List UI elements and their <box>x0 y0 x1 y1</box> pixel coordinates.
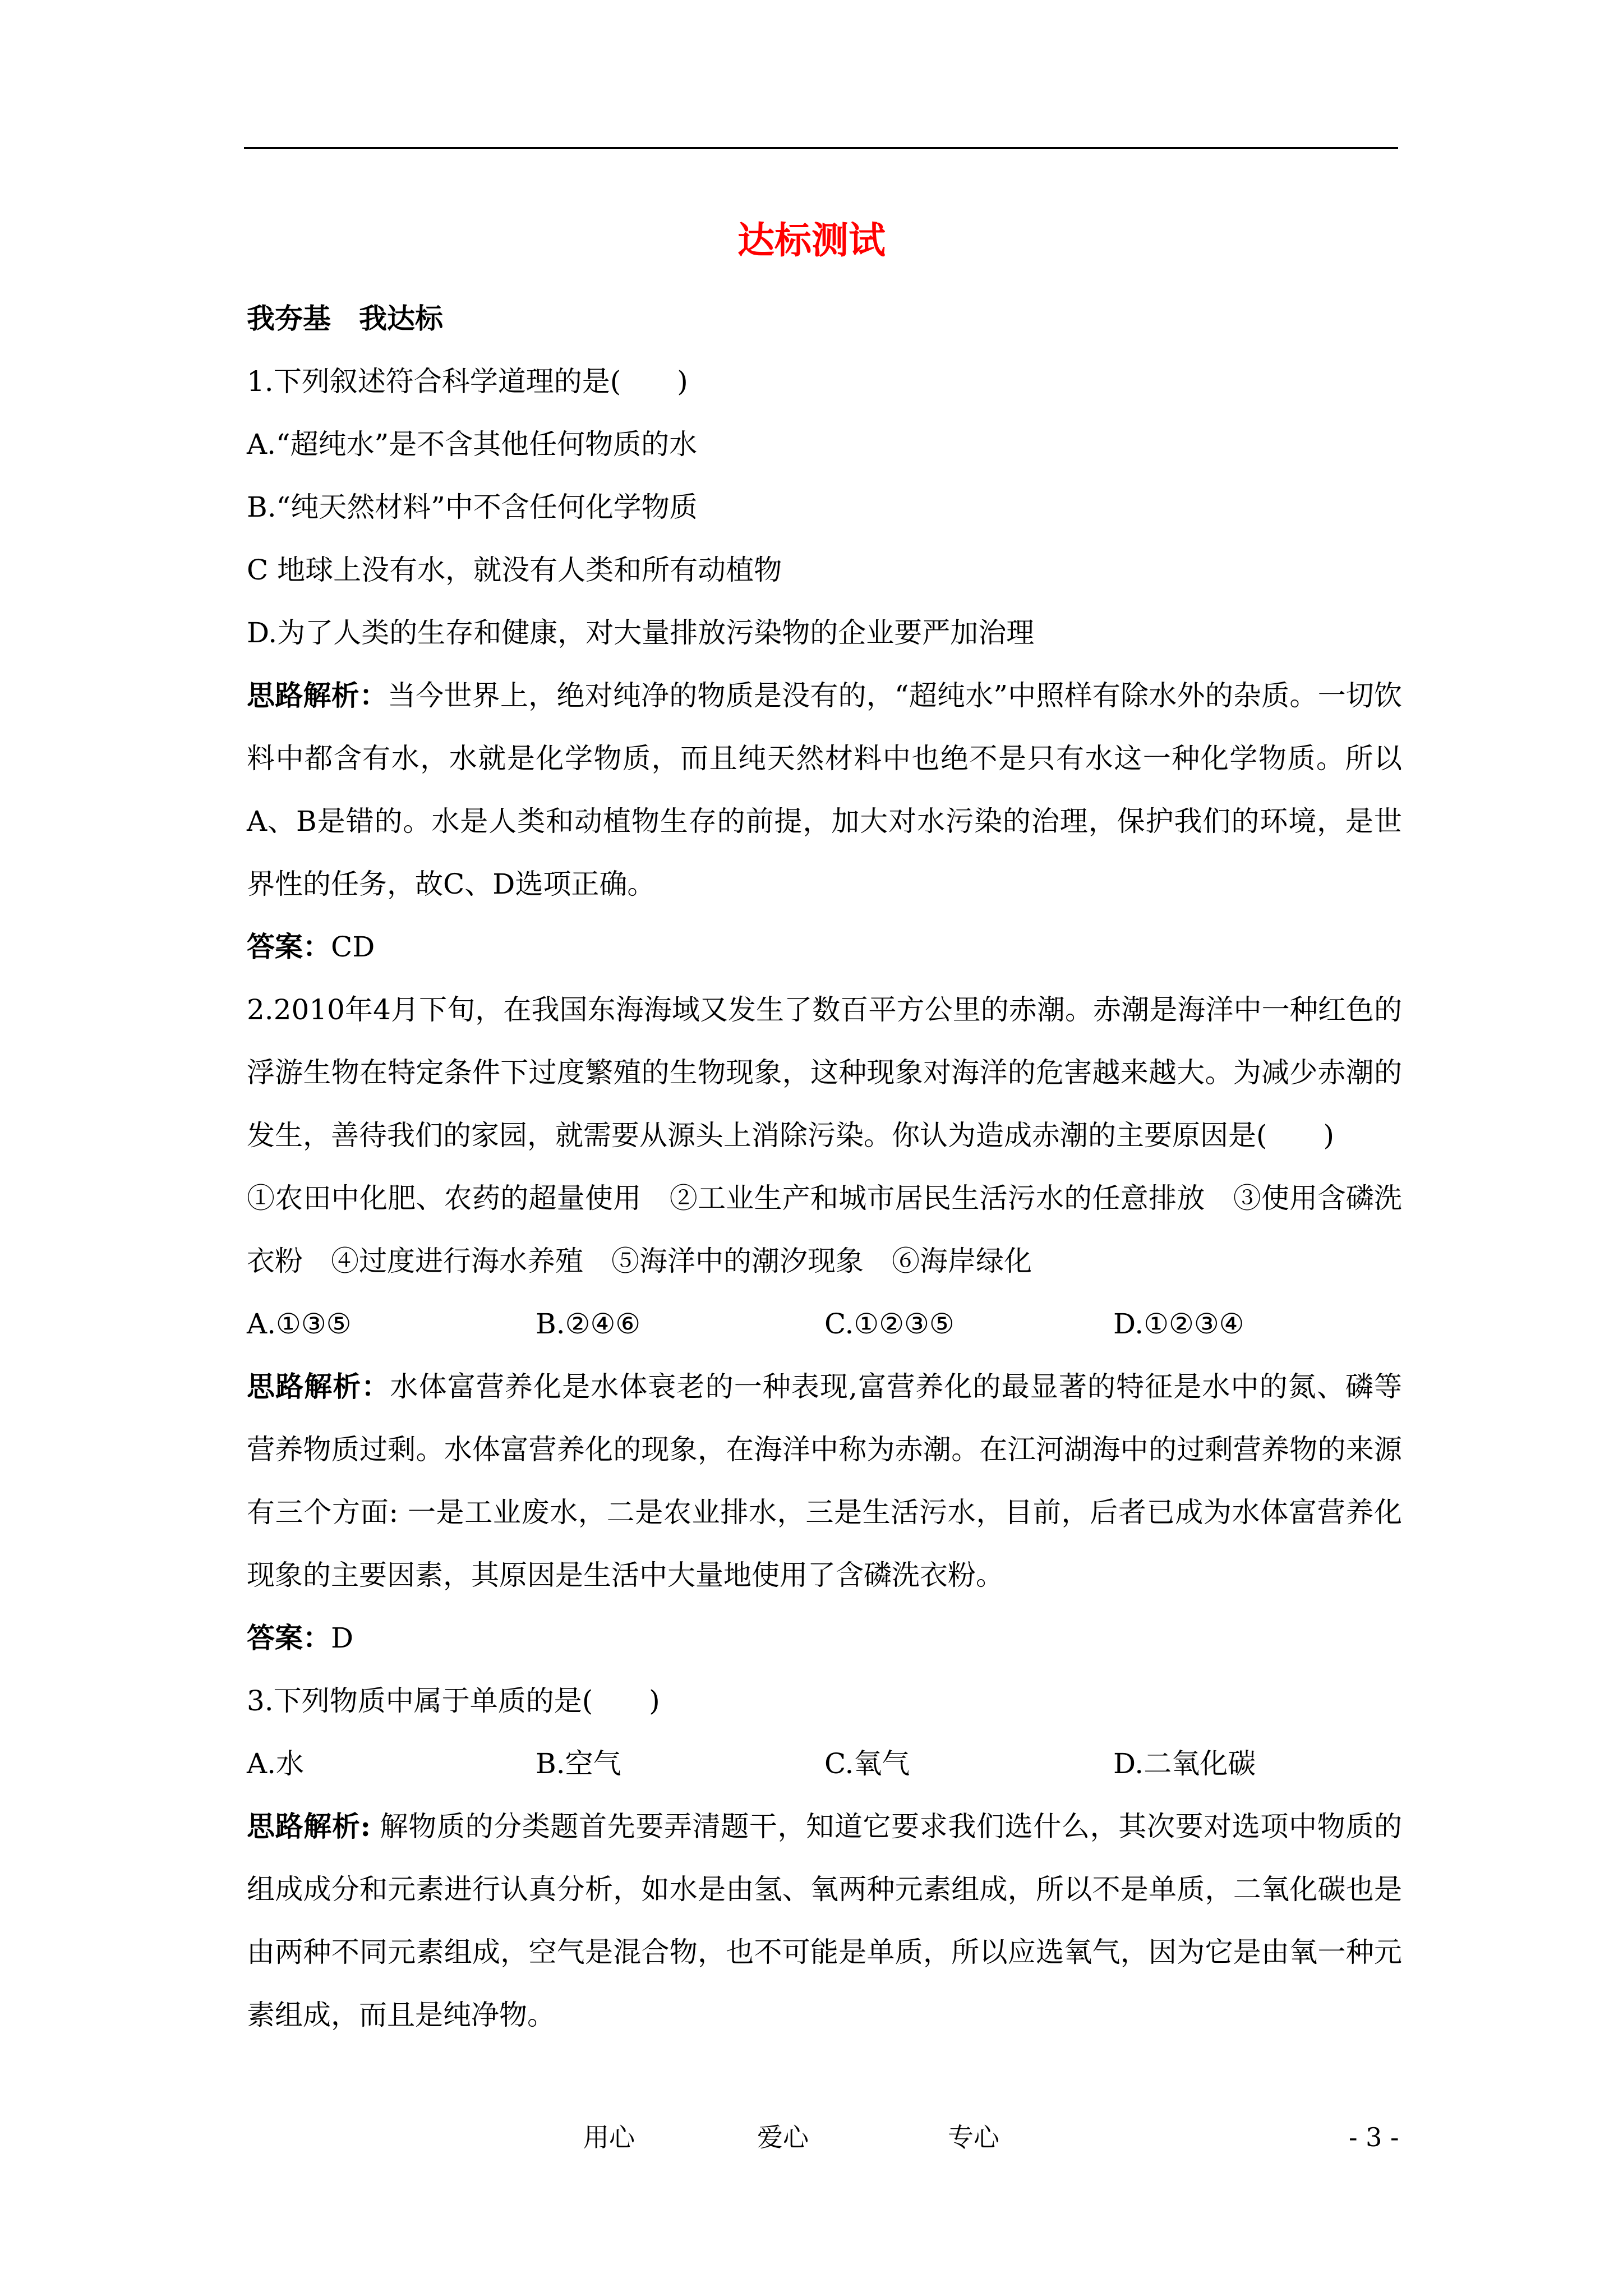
q2-analysis-label: 思路解析： <box>247 1370 390 1403</box>
q1-answer-value: CD <box>331 931 375 963</box>
q2-answer <box>247 1607 1402 1669</box>
page-number: - 3 - <box>1349 2122 1399 2152</box>
q2-option-a: A.①③⑤ <box>247 1308 352 1340</box>
q3-options <box>247 1732 1402 1795</box>
page-title: 达标测试 <box>737 218 886 262</box>
q1-analysis-text: 当今世界上，绝对纯净的物质是没有的，“超纯水”中照样有除水外的杂质。一切饮料中都含有水，水就是化学物质，而且纯天然材料中也绝不是只有水这一种化学物质。所以A、B是错的。水是人类和动植物生存的前提，加大对水污染的治理，保护我们的环境，是世界性的任务，故C、D选项正确。 <box>247 679 1403 900</box>
q3-option-d: D.二氧化碳 <box>1113 1747 1256 1780</box>
q2-option-b: B.②④⑥ <box>536 1308 641 1340</box>
footer-text-1: 用心 <box>583 2122 635 2152</box>
q2-options <box>247 1292 1402 1355</box>
q1-answer <box>247 915 1402 978</box>
section-heading: 我夯基 我达标 <box>247 302 443 335</box>
q3-option-a: A.水 <box>247 1747 305 1780</box>
q2-answer-value: D <box>331 1622 354 1654</box>
footer-text-3: 专心 <box>948 2122 999 2152</box>
q2-option-d: D.①②③④ <box>1113 1308 1244 1340</box>
header-rule <box>244 147 1398 149</box>
q2-stem: 2.2010年4月下旬，在我国东海海域又发生了数百平方公里的赤潮。赤潮是海洋中一种红色的浮游生物在特定条件下过度繁殖的生物现象，这种现象对海洋的危害越来越大。为减少赤潮的发生，善待我们的家园，就需要从源头上消除污染。你认为造成赤潮的主要原因是( ) <box>247 993 1402 1152</box>
q1-stem: 1.下列叙述符合科学道理的是( ) <box>247 365 688 398</box>
q1-analysis <box>247 664 1402 915</box>
footer-text-2: 爱心 <box>757 2122 809 2152</box>
q3-analysis-text: 解物质的分类题首先要弄清题干，知道它要求我们选什么，其次要对选项中物质的组成成分和元素进行认真分析，如水是由氢、氧两种元素组成，所以不是单质，二氧化碳也是由两种不同元素组成，空气是混合物，也不可能是单质，所以应选氧气，因为它是由氧一种元素组成，而且是纯净物。 <box>247 1810 1402 2031</box>
q1-option-d: D.为了人类的生存和健康，对大量排放污染物的企业要严加治理 <box>247 616 1035 649</box>
q1-option-b: B.“纯天然材料”中不含任何化学物质 <box>247 491 698 523</box>
q2-analysis-text: 水体富营养化是水体衰老的一种表现,富营养化的最显著的特征是水中的氮、磷等营养物质过剩。水体富营养化的现象，在海洋中称为赤潮。在江河湖海中的过剩营养物的来源有三个方面: 一是工业废水，二是农业排水，三是生活污水，目前，后者已成为水体富营养化现象的主要因素，其原因是生活中大量地使用了含磷洗衣粉。 <box>247 1370 1402 1591</box>
q3-option-c: C.氧气 <box>824 1747 910 1780</box>
content <box>247 287 1402 2046</box>
q1-answer-label: 答案： <box>247 930 331 963</box>
q3-analysis <box>247 1795 1402 2046</box>
q3-analysis-label: 思路解析: <box>247 1810 371 1843</box>
q2-answer-label: 答案： <box>247 1621 331 1654</box>
q1-analysis-label: 思路解析： <box>247 679 388 712</box>
q2-items: ①农田中化肥、农药的超量使用 ②工业生产和城市居民生活污水的任意排放 ③使用含磷洗衣粉 ④过度进行海水养殖 ⑤海洋中的潮汐现象 ⑥海岸绿化 <box>247 1182 1402 1277</box>
q3-stem: 3.下列物质中属于单质的是( ) <box>247 1685 660 1717</box>
q1-option-a: A.“超纯水”是不含其他任何物质的水 <box>247 428 698 461</box>
q2-analysis <box>247 1355 1402 1607</box>
q2-option-c: C.①②③⑤ <box>824 1308 955 1340</box>
q3-option-b: B.空气 <box>536 1747 621 1780</box>
q1-option-c: C 地球上没有水，就没有人类和所有动植物 <box>247 554 782 586</box>
